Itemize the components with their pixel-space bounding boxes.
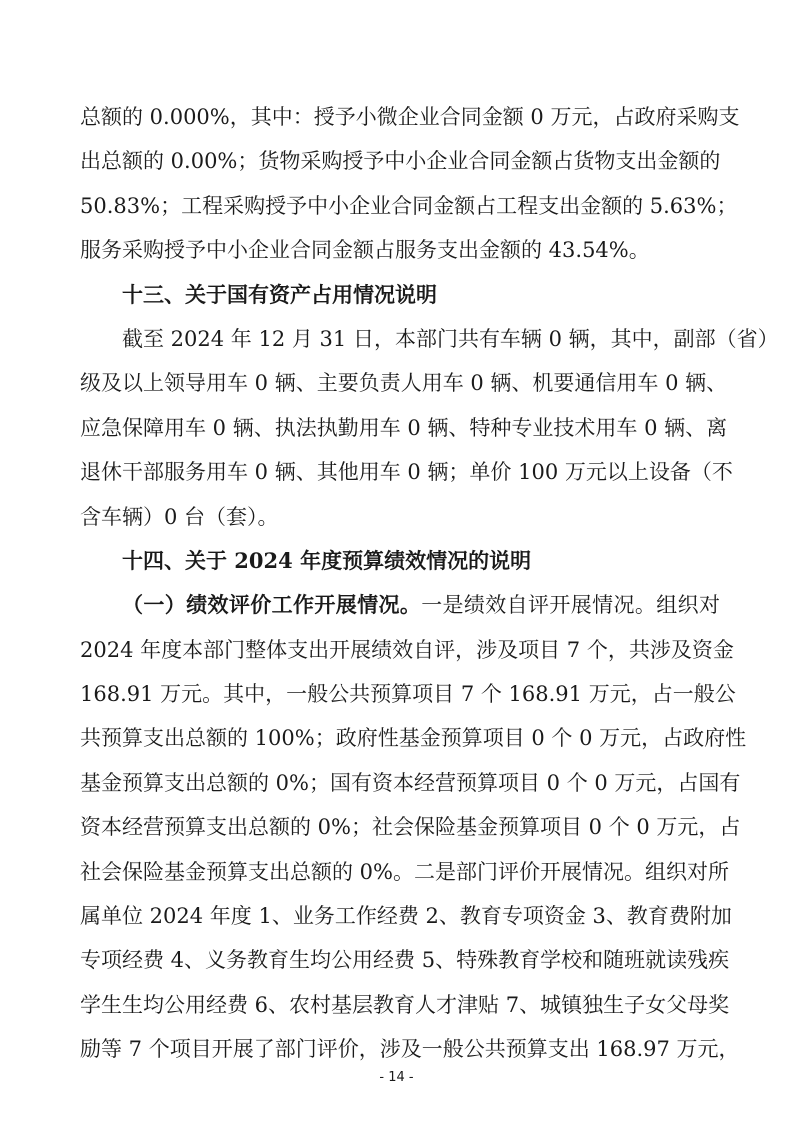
- paragraph-line: 学生生均公用经费 6、农村基层教育人才津贴 7、城镇独生子女父母奖: [80, 992, 730, 1017]
- paragraph-line: 属单位 2024 年度 1、业务工作经费 2、教育专项资金 3、教育费附加: [80, 904, 732, 929]
- document-body: [80, 95, 779, 1072]
- paragraph-line: 出总额的 0.00%；货物采购授予中小企业合同金额占货物支出金额的: [80, 149, 721, 174]
- paragraph-line: 2024 年度本部门整体支出开展绩效自评，涉及项目 7 个，共涉及资金: [80, 637, 734, 662]
- paragraph-line: 退休干部服务用车 0 辆、其他用车 0 辆；单价 100 万元以上设备（不: [80, 460, 733, 485]
- section-heading-13: 十三、关于国有资产占用情况说明: [122, 281, 437, 307]
- paragraph-line: 截至 2024 年 12 月 31 日，本部门共有车辆 0 辆，其中，副部（省）: [122, 326, 779, 351]
- paragraph-line: 含车辆）0 台（套）。: [80, 504, 279, 529]
- paragraph-line: 50.83%；工程采购授予中小企业合同金额占工程支出金额的 5.63%；: [80, 193, 738, 218]
- paragraph-line: 总额的 0.000%，其中：授予小微企业合同金额 0 万元，占政府采购支: [80, 105, 740, 129]
- paragraph-line: 资本经营预算支出总额的 0%；社会保险基金预算项目 0 个 0 万元，占: [80, 815, 741, 840]
- subsection-heading: （一）绩效评价工作开展情况。: [122, 592, 422, 618]
- paragraph-line: 应急保障用车 0 辆、执法执勤用车 0 辆、特种专业技术用车 0 辆、离: [80, 415, 728, 440]
- paragraph-line: 专项经费 4、义务教育生均公用经费 5、特殊教育学校和随班就读残疾: [80, 948, 730, 973]
- paragraph-line: 服务采购授予中小企业合同金额占服务支出金额的 43.54%。: [80, 238, 650, 263]
- paragraph-line: 168.91 万元。其中，一般公共预算项目 7 个 168.91 万元，占一般公: [80, 682, 736, 707]
- paragraph-line: 社会保险基金预算支出总额的 0%。二是部门评价开展情况。组织对所: [80, 859, 729, 884]
- paragraph-line: [80, 583, 720, 627]
- paragraph-line: 励等 7 个项目开展了部门评价，涉及一般公共预算支出 168.97 万元，: [80, 1037, 740, 1062]
- paragraph-text: 一是绩效自评开展情况。组织对: [421, 593, 721, 618]
- paragraph-line: 级及以上领导用车 0 辆、主要负责人用车 0 辆、机要通信用车 0 辆、: [80, 371, 728, 396]
- section-heading-14: 十四、关于 2024 年度预算绩效情况的说明: [122, 547, 532, 573]
- paragraph-line: 共预算支出总额的 100%；政府性基金预算项目 0 个 0 万元，占政府性: [80, 726, 747, 751]
- paragraph-line: 基金预算支出总额的 0%；国有资本经营预算项目 0 个 0 万元，占国有: [80, 770, 741, 795]
- page-number: - 14 -: [379, 1070, 414, 1085]
